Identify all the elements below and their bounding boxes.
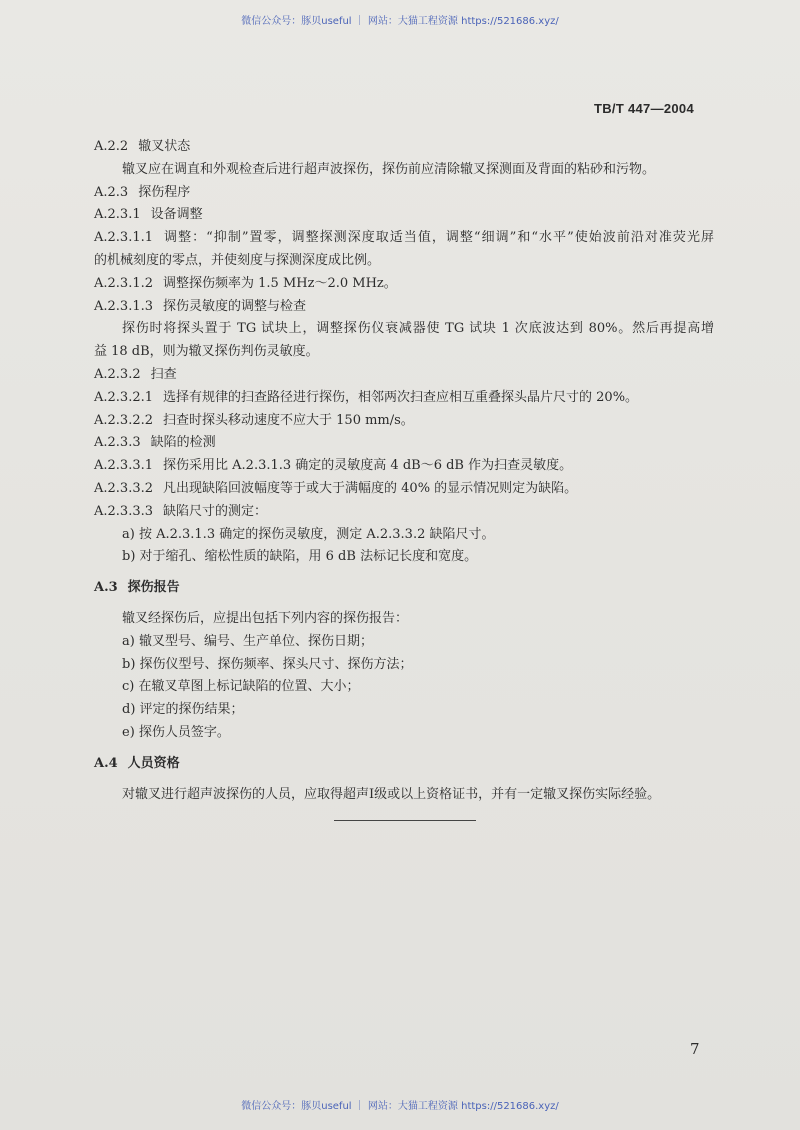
watermark-bottom: 微信公众号：豚贝useful ｜ 网站：大猫工程资源 https://521686.xyz/ [241,1101,559,1112]
paragraph-a22: 辙叉应在调直和外观检查后进行超声波探伤，探伤前应清除辙叉探测面及背面的粘砂和污物。 [122,161,656,177]
paragraph-a2312: A.2.3.1.2 调整探伤频率为 1.5 MHz～2.0 MHz。 [94,275,397,291]
paragraph-a2313: 探伤时将探头置于 TG 试块上，调整探伤仪衰减器使 TG 试块 1 次底波达到 80%。然后再提高增 [122,321,714,337]
paragraph-a2321: A.2.3.2.1 选择有规律的扫查路径进行探伤，相邻两次扫查应相互重叠探头晶片尺寸的 20%。 [94,389,639,405]
heading-a4: A.4 人员资格 [94,755,180,771]
list-item-a3-c: c) 在辙叉草图上标记缺陷的位置、大小； [122,679,360,695]
heading-a233: A.2.3.3 缺陷的检测 [94,435,216,451]
heading-a232: A.2.3.2 扫查 [94,366,177,382]
heading-a23: A.2.3 探伤程序 [94,184,191,200]
list-item-a3-d: d) 评定的探伤结果； [122,702,244,718]
heading-a231: A.2.3.1 设备调整 [94,207,203,223]
paragraph-a3: 辙叉经探伤后，应提出包括下列内容的探伤报告： [122,610,409,626]
list-item-a3-a: a) 辙叉型号、编号、生产单位、探伤日期； [122,633,373,649]
paragraph-a2322: A.2.3.2.2 扫查时探头移动速度不应大于 150 mm/s。 [94,412,414,428]
page-content [94,136,714,806]
list-item-a2333-b: b) 对于缩孔、缩松性质的缺陷，用 6 dB 法标记长度和宽度。 [122,549,478,565]
paragraph-a2313-cont: 益 18 dB，则为辙叉探伤判伤灵敏度。 [94,344,319,360]
list-item-a3-b: b) 探伤仪型号、探伤频率、探头尺寸、探伤方法； [122,656,413,672]
paragraph-a2311-cont: 的机械刻度的零点，并使刻度与探测深度成比例。 [94,252,381,268]
watermark-top: 微信公众号：豚贝useful ｜ 网站：大猫工程资源 https://521686.xyz/ [241,16,559,27]
paragraph-a2332: A.2.3.3.2 凡出现缺陷回波幅度等于或大于满幅度的 40% 的显示情况则定为缺陷。 [94,480,578,496]
page-number: 7 [690,1040,700,1058]
heading-a2313: A.2.3.1.3 探伤灵敏度的调整与检查 [94,298,307,314]
end-rule [334,820,476,821]
list-item-a2333-a: a) 按 A.2.3.1.3 确定的探伤灵敏度，测定 A.2.3.3.2 缺陷尺寸。 [122,526,495,542]
list-item-a3-e: e) 探伤人员签字。 [122,724,230,740]
heading-a2333: A.2.3.3.3 缺陷尺寸的测定： [94,503,268,519]
paragraph-a2311: A.2.3.1.1 调整：“抑制”置零，调整探测深度取适当值，调整“细调”和“水平”使始波前沿对准荧光屏 [94,230,714,246]
paragraph-a4: 对辙叉进行超声波探伤的人员，应取得超声Ⅰ级或以上资格证书，并有一定辙叉探伤实际经验。 [122,786,661,802]
standard-code: TB/T 447—2004 [593,101,694,116]
paragraph-a2331: A.2.3.3.1 探伤采用比 A.2.3.1.3 确定的灵敏度高 4 dB～6 dB 作为扫查灵敏度。 [94,458,573,474]
heading-a3: A.3 探伤报告 [94,580,180,596]
heading-a22: A.2.2 辙叉状态 [94,139,191,154]
